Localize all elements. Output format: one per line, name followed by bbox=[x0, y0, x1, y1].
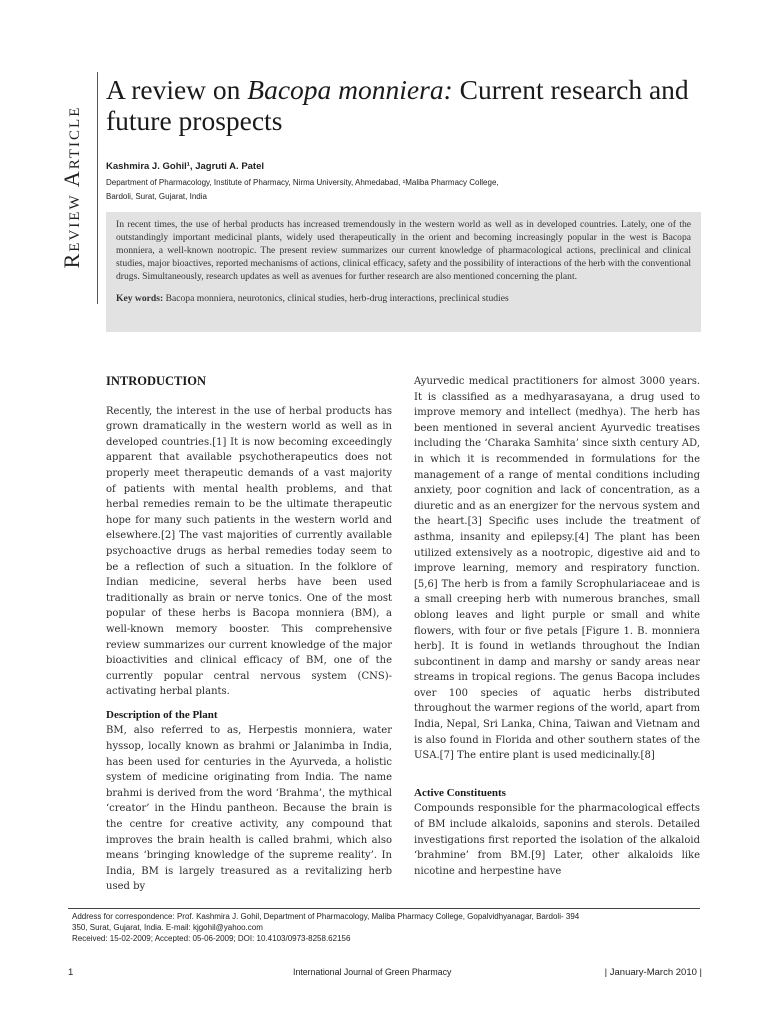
author-list: Kashmira J. Gohil¹, Jagruti A. Patel bbox=[106, 161, 265, 172]
left-column bbox=[106, 374, 392, 895]
side-divider bbox=[97, 72, 98, 304]
affiliation: Department of Pharmacology, Institute of Pharmacy, Nirma University, Ahmedabad, ¹Maliba Pharmacy College, Bardoli, Surat, Gujarat, India bbox=[106, 178, 499, 201]
issue-date: | January-March 2010 | bbox=[604, 967, 702, 978]
description-paragraph: BM, also referred to as, Herpestis monniera, water hyssop, locally known as brahmi or Jalanimba in India, has been used for centuries in the Ayurveda, a holistic system of medicine originating from India. The name brahmi is derived from the word ‘Brahma’, the mythical ‘creator’ in the Hindu pantheon. Because the brain is the centre for creative activity, any compound that improves the brain health is called brahmi, which also means ‘bringing knowledge of the supreme reality’. In India, BM is largely treasured as a revitalizing herb used by bbox=[106, 725, 392, 893]
journal-name: International Journal of Green Pharmacy bbox=[293, 967, 452, 977]
right-column bbox=[414, 374, 700, 879]
correspondence-block: Address for correspondence: Prof. Kashmira J. Gohil, Department of Pharmacology, Maliba Pharmacy College, Gopalvidhyanagar, Bardoli- 394 350, Surat, Gujarat, India. E-mail: kjgohil@yahoo.com Received: 15-02-2009; Accepted: 05-06-2009; DOI: 10.4103/0973-8258.62156 bbox=[72, 912, 580, 943]
continued-paragraph: Ayurvedic medical practitioners for almost 3000 years. It is classified as a medhyarasayana, a drug used to improve memory and intellect (medhya). The herb has been mentioned in several ancient Ayurvedic treatises including the ‘Charaka Samhita’ since sixth century AD, in which it is recommended in formulations for the management of a range of mental conditions including anxiety, poor cognition and lack of concentration, as a diuretic and as an energizer for the nervous system and the heart.[3] Specific uses include the treatment of asthma, insanity and epilepsy.[4] The plant has been utilized extensively as a nootropic, digestive aid and to improve learning, memory and respiratory function.[5,6] The herb is from a family Scrophulariaceae and is a small creeping herb with numerous branches, small oblong leaves and light purple or small and white flowers, with four or five petals [Figure 1. B. monniera herb]. It is found in wetlands throughout the Indian subcontinent in damp and marshy or sandy areas near streams in tropical regions. The genus Bacopa includes over 100 species of aquatic herbs distributed throughout the warmer regions of the world, apart from India, Nepal, Sri Lanka, China, Taiwan and Vietnam and is also found in Florida and other southern states of the USA.[7] The entire plant is used medicinally.[8] bbox=[414, 376, 700, 762]
introduction-heading: INTRODUCTION bbox=[106, 374, 207, 388]
abstract-text: In recent times, the use of herbal products has increased tremendously in the western world as well as in developed countries. Lately, one of the outstandingly important medicinal plants, widely used therapeutically in the orient and becoming increasingly popular in the west is Bacopa monniera, a well-known nootropic. The present review summarizes our current knowledge of pharmacological actions, preclinical and clinical studies, major bioactives, reported mechanisms of actions, clinical efficacy, safety and the possibility of interactions of the herb with the conventional drugs. Simultaneously, research updates as well as avenues for further research are also mentioned concerning the plant. bbox=[116, 219, 691, 282]
article-type-label: Review Article bbox=[59, 105, 84, 269]
page-number: 1 bbox=[68, 967, 74, 978]
footer-divider bbox=[68, 908, 700, 909]
article-title: A review on Bacopa monniera: Current research and future prospects bbox=[106, 74, 689, 136]
active-constituents-heading: Active Constituents bbox=[414, 786, 506, 799]
introduction-paragraph: Recently, the interest in the use of herbal products has grown dramatically in the western world as well as in developed countries.[1] It is now becoming exceedingly apparent that available psychotherapeutics does not properly meet therapeutic demands of a vast majority of patients with mental health problems, and that herbal remedies remain to be the ultimate therapeutic hope for many such patients in the western world and elsewhere.[2] The vast majorities of currently available psychoactive drugs as herbal remedies today seem to be a reflection of such a situation. In the folklore of Indian medicine, several herbs have been used traditionally as brain or nerve tonics. One of the most popular of these herbs is Bacopa monniera (BM), a well-known memory booster. This comprehensive review summarizes our current knowledge of the major bioactivities and clinical efficacy of BM, one of the currently popular central nervous system (CNS)-activating herbal plants. bbox=[106, 405, 392, 698]
keywords: Key words: Bacopa monniera, neurotonics, clinical studies, herb-drug interactions, preclinical studies bbox=[116, 292, 509, 304]
description-heading: Description of the Plant bbox=[106, 708, 218, 721]
active-constituents-paragraph: Compounds responsible for the pharmacological effects of BM include alkaloids, saponins and sterols. Detailed investigations first reported the isolation of the alkaloid ‘brahmine’ from BM.[9] Later, other alkaloids like nicotine and herpestine have bbox=[414, 803, 700, 877]
abstract-box bbox=[106, 212, 701, 332]
